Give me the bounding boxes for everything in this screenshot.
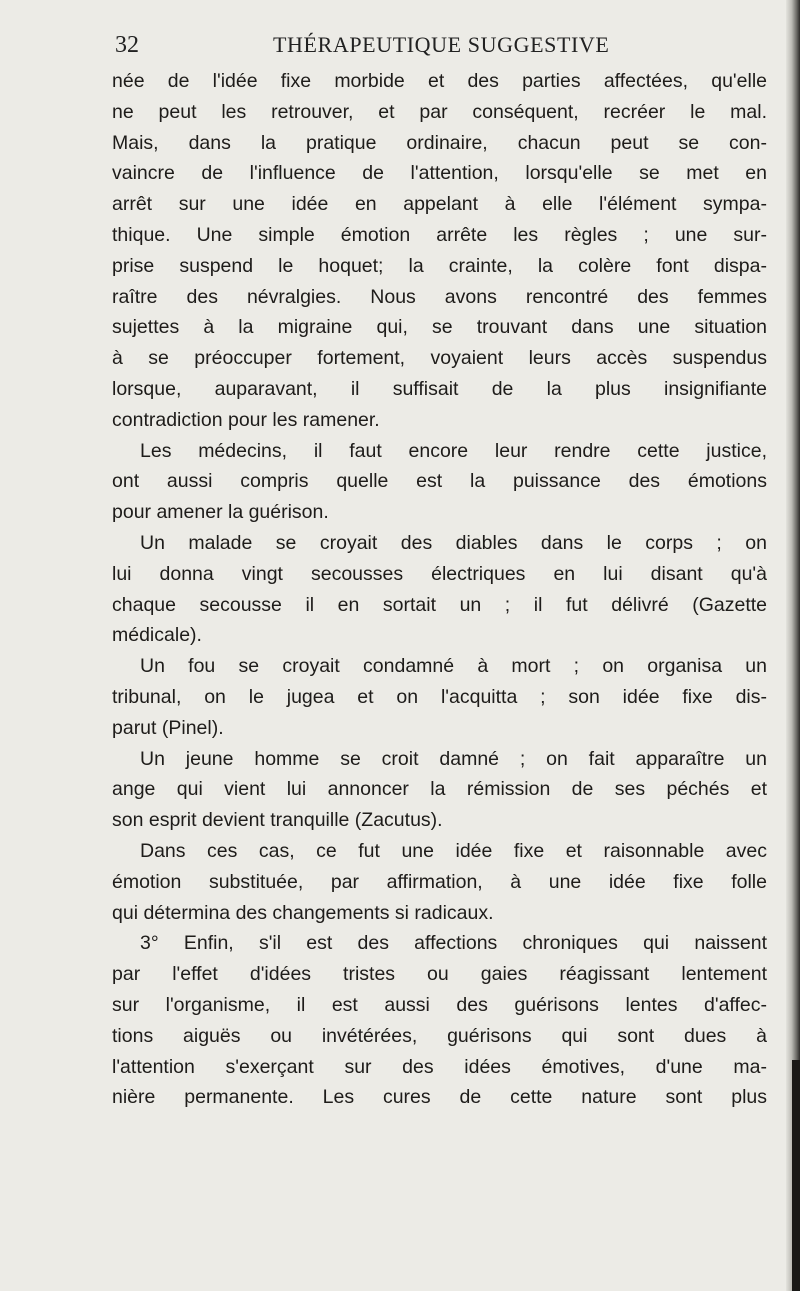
text-line: Un malade se croyait des diables dans le corps ; on (140, 531, 767, 554)
text-line: l'attention s'exerçant sur des idées émotives, d'une ma- (112, 1055, 767, 1078)
text-line: prise suspend le hoquet; la crainte, la colère font dispa- (112, 254, 767, 277)
text-line: lorsque, auparavant, il suffisait de la plus insignifiante (112, 377, 767, 400)
text-line: tribunal, on le jugea et on l'acquitta ; son idée fixe dis- (112, 685, 767, 708)
text-line: née de l'idée fixe morbide et des parties affectées, qu'elle (112, 70, 767, 92)
text-line: ont aussi compris quelle est la puissance des émotions (112, 470, 767, 493)
body-text (112, 66, 767, 1113)
running-title: THÉRAPEUTIQUE SUGGESTIVE (273, 32, 610, 57)
text-line: parut (Pinel). (112, 716, 224, 739)
text-line: raître des névralgies. Nous avons rencontré des femmes (112, 285, 767, 308)
text-line: Dans ces cas, ce fut une idée fixe et raisonnable avec (140, 839, 767, 862)
text-line: Les médecins, il faut encore leur rendre cette justice, (140, 439, 767, 462)
text-line: Un fou se croyait condamné à mort ; on organisa un (140, 655, 767, 678)
text-line: médicale). (112, 624, 202, 647)
text-line: pour amener la guérison. (112, 501, 329, 524)
text-line: lui donna vingt secousses électriques en lui disant qu'à (112, 562, 767, 585)
text-line: chaque secousse il en sortait un ; il fut délivré (Gazette (112, 593, 767, 616)
text-line: par l'effet d'idées tristes ou gaies réagissant lentement (112, 963, 767, 986)
text-line: nière permanente. Les cures de cette nature sont plus (112, 1086, 767, 1109)
text-line: ne peut les retrouver, et par conséquent, recréer le mal. (112, 100, 767, 123)
text-line: vaincre de l'influence de l'attention, lorsqu'elle se met en (112, 162, 767, 185)
text-line: tions aiguës ou invétérées, guérisons qui sont dues à (112, 1024, 767, 1047)
text-line: qui détermina des changements si radicaux. (112, 901, 494, 924)
text-line: Mais, dans la pratique ordinaire, chacun peut se con- (112, 131, 767, 154)
page-number: 32 (115, 32, 139, 58)
text-line: thique. Une simple émotion arrête les règles ; une sur- (112, 223, 767, 246)
text-line: 3° Enfin, s'il est des affections chroniques qui naissent (140, 932, 767, 955)
text-line: arrêt sur une idée en appelant à elle l'élément sympa- (112, 193, 767, 216)
text-line: sujettes à la migraine qui, se trouvant dans une situation (112, 316, 767, 339)
text-line: son esprit devient tranquille (Zacutus). (112, 809, 443, 832)
text-line: émotion substituée, par affirmation, à une idée fixe folle (112, 870, 767, 893)
page-edge-shadow (792, 1060, 800, 1291)
running-header (115, 28, 775, 62)
text-line: à se préoccuper fortement, voyaient leurs accès suspendus (112, 347, 767, 370)
text-line: contradiction pour les ramener. (112, 408, 380, 431)
text-line: ange qui vient lui annoncer la rémission de ses péchés et (112, 778, 767, 801)
text-line: sur l'organisme, il est aussi des guérisons lentes d'affec- (112, 993, 767, 1016)
text-line: Un jeune homme se croit damné ; on fait apparaître un (140, 747, 767, 770)
